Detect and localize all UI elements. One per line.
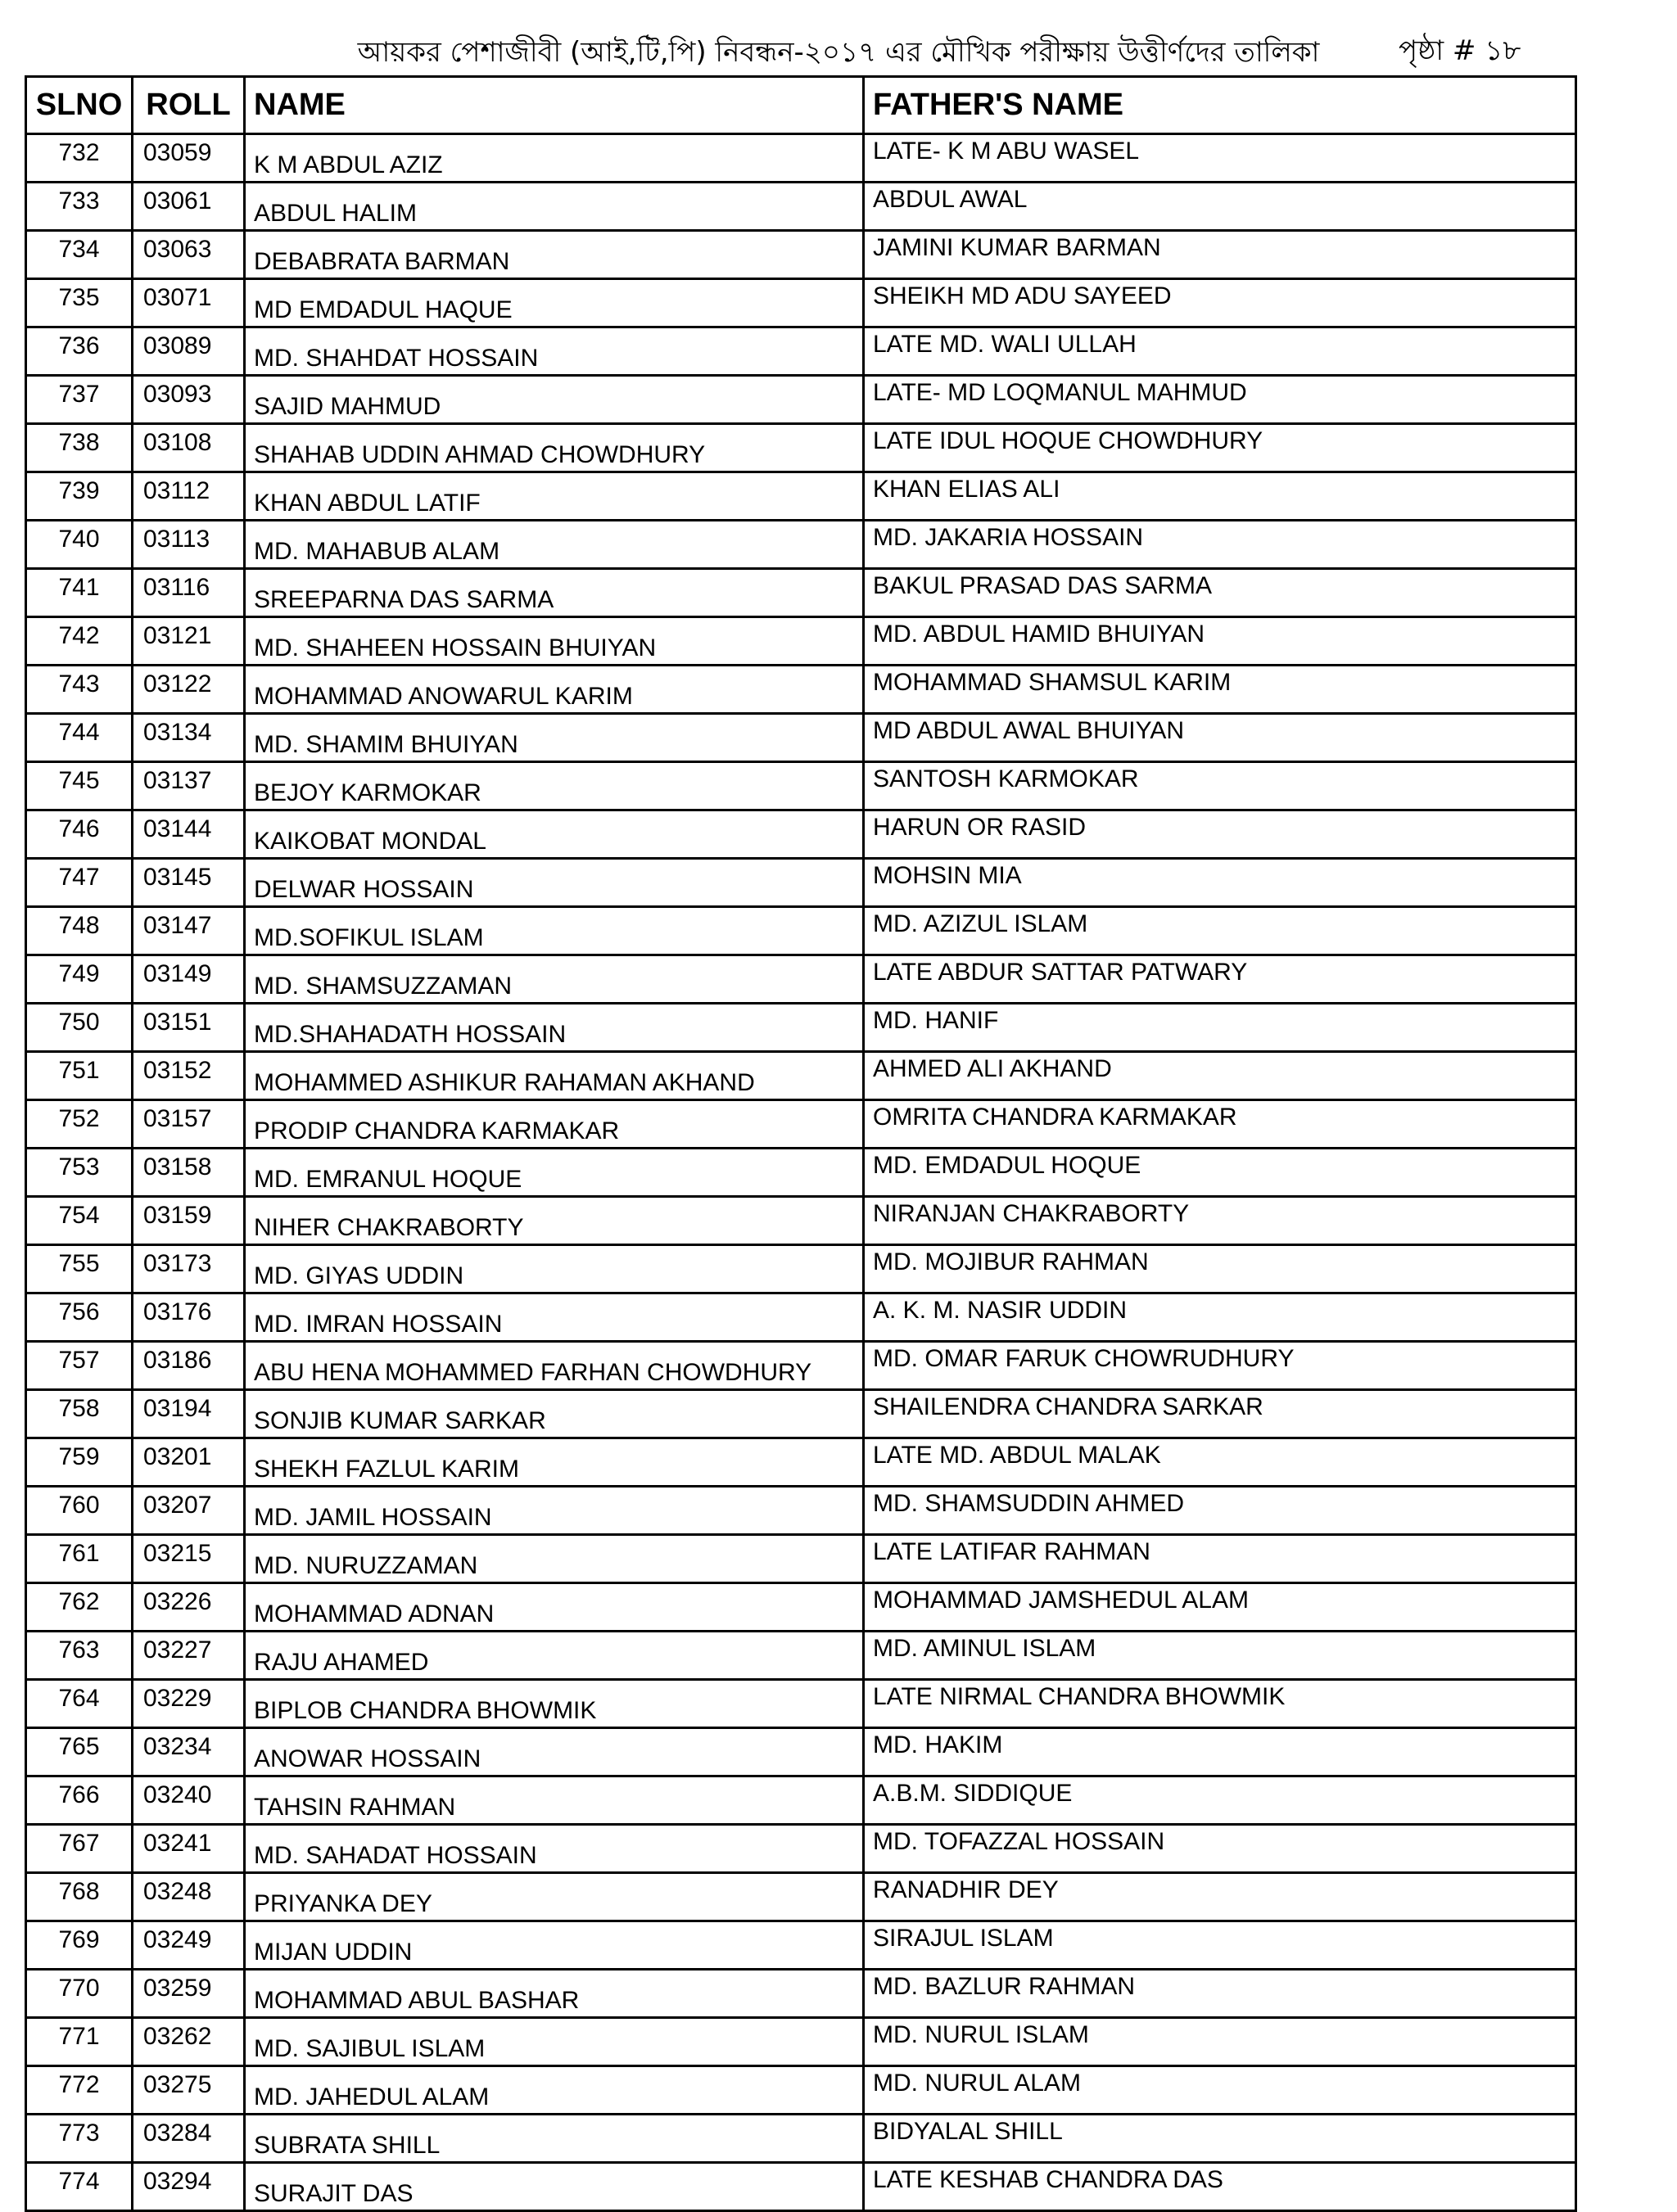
slno-cell: 774 (26, 2163, 133, 2211)
slno-cell: 766 (26, 1776, 133, 1825)
table-row (26, 2163, 1576, 2211)
table-row (26, 1776, 1576, 1825)
name-cell: KAIKOBAT MONDAL (245, 810, 864, 859)
results-table (25, 75, 1577, 2212)
name-cell: DEBABRATA BARMAN (245, 231, 864, 279)
name-cell: MD. GIYAS UDDIN (245, 1245, 864, 1293)
slno-cell: 761 (26, 1535, 133, 1583)
slno-cell: 770 (26, 1970, 133, 2018)
roll-cell: 03227 (133, 1632, 245, 1680)
name-cell: ABU HENA MOHAMMED FARHAN CHOWDHURY (245, 1342, 864, 1390)
slno-cell: 745 (26, 762, 133, 810)
fathers-name-cell: MD ABDUL AWAL BHUIYAN (864, 714, 1576, 762)
roll-cell: 03262 (133, 2018, 245, 2066)
fathers-name-cell: ABDUL AWAL (864, 183, 1576, 231)
roll-cell: 03215 (133, 1535, 245, 1583)
table-row (26, 1680, 1576, 1728)
slno-cell: 768 (26, 1873, 133, 1921)
table-row (26, 1438, 1576, 1487)
fathers-name-cell: MD. AMINUL ISLAM (864, 1632, 1576, 1680)
slno-cell: 746 (26, 810, 133, 859)
slno-cell: 747 (26, 859, 133, 907)
roll-cell: 03176 (133, 1293, 245, 1342)
fathers-name-cell: MD. HAKIM (864, 1728, 1576, 1776)
table-row (26, 1197, 1576, 1245)
name-cell: PRIYANKA DEY (245, 1873, 864, 1921)
header-row (26, 77, 1576, 134)
table-row (26, 1825, 1576, 1873)
name-cell: MD. SHAHEEN HOSSAIN BHUIYAN (245, 617, 864, 666)
slno-cell: 752 (26, 1100, 133, 1149)
slno-cell: 738 (26, 424, 133, 472)
table-row (26, 2066, 1576, 2115)
fathers-name-cell: A. K. M. NASIR UDDIN (864, 1293, 1576, 1342)
fathers-name-cell: MD. JAKARIA HOSSAIN (864, 521, 1576, 569)
fathers-name-cell: BIDYALAL SHILL (864, 2115, 1576, 2163)
table-row (26, 1293, 1576, 1342)
slno-cell: 762 (26, 1583, 133, 1632)
table-row (26, 955, 1576, 1004)
name-cell: NIHER CHAKRABORTY (245, 1197, 864, 1245)
name-cell: SHEKH FAZLUL KARIM (245, 1438, 864, 1487)
slno-cell: 757 (26, 1342, 133, 1390)
roll-cell: 03201 (133, 1438, 245, 1487)
roll-cell: 03157 (133, 1100, 245, 1149)
name-cell: SAJID MAHMUD (245, 376, 864, 424)
roll-cell: 03240 (133, 1776, 245, 1825)
slno-cell: 735 (26, 279, 133, 327)
slno-cell: 765 (26, 1728, 133, 1776)
fathers-name-cell: HARUN OR RASID (864, 810, 1576, 859)
table-row (26, 859, 1576, 907)
table-row (26, 569, 1576, 617)
name-cell: RAJU AHAMED (245, 1632, 864, 1680)
table-row (26, 1149, 1576, 1197)
fathers-name-cell: SHEIKH MD ADU SAYEED (864, 279, 1576, 327)
roll-cell: 03159 (133, 1197, 245, 1245)
name-cell: SHAHAB UDDIN AHMAD CHOWDHURY (245, 424, 864, 472)
name-cell: PRODIP CHANDRA KARMAKAR (245, 1100, 864, 1149)
fathers-name-cell: LATE KESHAB CHANDRA DAS (864, 2163, 1576, 2211)
table-row (26, 183, 1576, 231)
table-body (26, 134, 1576, 2211)
table-row (26, 1728, 1576, 1776)
name-cell: MD. SAHADAT HOSSAIN (245, 1825, 864, 1873)
slno-cell: 743 (26, 666, 133, 714)
name-cell: MD EMDADUL HAQUE (245, 279, 864, 327)
name-cell: BIPLOB CHANDRA BHOWMIK (245, 1680, 864, 1728)
table-row (26, 714, 1576, 762)
roll-cell: 03275 (133, 2066, 245, 2115)
table-row (26, 376, 1576, 424)
name-cell: KHAN ABDUL LATIF (245, 472, 864, 521)
roll-cell: 03061 (133, 183, 245, 231)
table-row (26, 521, 1576, 569)
name-cell: MOHAMMAD ABUL BASHAR (245, 1970, 864, 2018)
table-row (26, 1004, 1576, 1052)
roll-cell: 03248 (133, 1873, 245, 1921)
roll-cell: 03059 (133, 134, 245, 183)
name-cell: ABDUL HALIM (245, 183, 864, 231)
fathers-name-cell: MD. ABDUL HAMID BHUIYAN (864, 617, 1576, 666)
roll-cell: 03152 (133, 1052, 245, 1100)
fathers-name-cell: LATE- K M ABU WASEL (864, 134, 1576, 183)
name-cell: SONJIB KUMAR SARKAR (245, 1390, 864, 1438)
slno-cell: 755 (26, 1245, 133, 1293)
fathers-name-cell: NIRANJAN CHAKRABORTY (864, 1197, 1576, 1245)
name-cell: MOHAMMAD ANOWARUL KARIM (245, 666, 864, 714)
column-header-slno: SLNO (26, 77, 133, 134)
roll-cell: 03226 (133, 1583, 245, 1632)
name-cell: MOHAMMAD ADNAN (245, 1583, 864, 1632)
slno-cell: 739 (26, 472, 133, 521)
table-row (26, 2018, 1576, 2066)
roll-cell: 03071 (133, 279, 245, 327)
slno-cell: 760 (26, 1487, 133, 1535)
slno-cell: 748 (26, 907, 133, 955)
name-cell: MD. SHAMSUZZAMAN (245, 955, 864, 1004)
fathers-name-cell: LATE LATIFAR RAHMAN (864, 1535, 1576, 1583)
roll-cell: 03144 (133, 810, 245, 859)
table-row (26, 1052, 1576, 1100)
name-cell: MD.SHAHADATH HOSSAIN (245, 1004, 864, 1052)
roll-cell: 03284 (133, 2115, 245, 2163)
fathers-name-cell: AHMED ALI AKHAND (864, 1052, 1576, 1100)
fathers-name-cell: RANADHIR DEY (864, 1873, 1576, 1921)
roll-cell: 03294 (133, 2163, 245, 2211)
roll-cell: 03149 (133, 955, 245, 1004)
fathers-name-cell: LATE ABDUR SATTAR PATWARY (864, 955, 1576, 1004)
table-row (26, 810, 1576, 859)
slno-cell: 736 (26, 327, 133, 376)
fathers-name-cell: SHAILENDRA CHANDRA SARKAR (864, 1390, 1576, 1438)
name-cell: MD. JAMIL HOSSAIN (245, 1487, 864, 1535)
name-cell: SUBRATA SHILL (245, 2115, 864, 2163)
slno-cell: 751 (26, 1052, 133, 1100)
name-cell: BEJOY KARMOKAR (245, 762, 864, 810)
slno-cell: 772 (26, 2066, 133, 2115)
slno-cell: 750 (26, 1004, 133, 1052)
fathers-name-cell: MD. NURUL ISLAM (864, 2018, 1576, 2066)
roll-cell: 03108 (133, 424, 245, 472)
fathers-name-cell: LATE MD. ABDUL MALAK (864, 1438, 1576, 1487)
table-row (26, 1583, 1576, 1632)
slno-cell: 737 (26, 376, 133, 424)
table-row (26, 1535, 1576, 1583)
table-row (26, 1487, 1576, 1535)
fathers-name-cell: LATE IDUL HOQUE CHOWDHURY (864, 424, 1576, 472)
name-cell: MD. MAHABUB ALAM (245, 521, 864, 569)
table-row (26, 762, 1576, 810)
roll-cell: 03112 (133, 472, 245, 521)
name-cell: K M ABDUL AZIZ (245, 134, 864, 183)
fathers-name-cell: MOHSIN MIA (864, 859, 1576, 907)
name-cell: MD. NURUZZAMAN (245, 1535, 864, 1583)
fathers-name-cell: MD. AZIZUL ISLAM (864, 907, 1576, 955)
fathers-name-cell: SIRAJUL ISLAM (864, 1921, 1576, 1970)
slno-cell: 771 (26, 2018, 133, 2066)
slno-cell: 741 (26, 569, 133, 617)
fathers-name-cell: MOHAMMAD JAMSHEDUL ALAM (864, 1583, 1576, 1632)
slno-cell: 733 (26, 183, 133, 231)
table-row (26, 279, 1576, 327)
table-row (26, 666, 1576, 714)
fathers-name-cell: A.B.M. SIDDIQUE (864, 1776, 1576, 1825)
table-row (26, 134, 1576, 183)
table-row (26, 424, 1576, 472)
fathers-name-cell: MD. OMAR FARUK CHOWRUDHURY (864, 1342, 1576, 1390)
name-cell: SREEPARNA DAS SARMA (245, 569, 864, 617)
slno-cell: 767 (26, 1825, 133, 1873)
roll-cell: 03063 (133, 231, 245, 279)
table-header (26, 77, 1576, 134)
table-row (26, 1970, 1576, 2018)
roll-cell: 03147 (133, 907, 245, 955)
table-row (26, 2115, 1576, 2163)
name-cell: TAHSIN RAHMAN (245, 1776, 864, 1825)
roll-cell: 03145 (133, 859, 245, 907)
name-cell: MOHAMMED ASHIKUR RAHAMAN AKHAND (245, 1052, 864, 1100)
slno-cell: 769 (26, 1921, 133, 1970)
table-row (26, 327, 1576, 376)
roll-cell: 03229 (133, 1680, 245, 1728)
name-cell: MD.SOFIKUL ISLAM (245, 907, 864, 955)
fathers-name-cell: MD. HANIF (864, 1004, 1576, 1052)
roll-cell: 03134 (133, 714, 245, 762)
fathers-name-cell: BAKUL PRASAD DAS SARMA (864, 569, 1576, 617)
name-cell: DELWAR HOSSAIN (245, 859, 864, 907)
column-header-fathers-name: FATHER'S NAME (864, 77, 1576, 134)
fathers-name-cell: LATE NIRMAL CHANDRA BHOWMIK (864, 1680, 1576, 1728)
slno-cell: 758 (26, 1390, 133, 1438)
roll-cell: 03207 (133, 1487, 245, 1535)
name-cell: MD. EMRANUL HOQUE (245, 1149, 864, 1197)
name-cell: MD. SHAHDAT HOSSAIN (245, 327, 864, 376)
fathers-name-cell: MD. TOFAZZAL HOSSAIN (864, 1825, 1576, 1873)
name-cell: MD. JAHEDUL ALAM (245, 2066, 864, 2115)
roll-cell: 03137 (133, 762, 245, 810)
fathers-name-cell: MD. BAZLUR RAHMAN (864, 1970, 1576, 2018)
fathers-name-cell: MOHAMMAD SHAMSUL KARIM (864, 666, 1576, 714)
table-row (26, 1100, 1576, 1149)
fathers-name-cell: LATE- MD LOQMANUL MAHMUD (864, 376, 1576, 424)
column-header-roll: ROLL (133, 77, 245, 134)
name-cell: MD. IMRAN HOSSAIN (245, 1293, 864, 1342)
slno-cell: 764 (26, 1680, 133, 1728)
table-row (26, 1873, 1576, 1921)
slno-cell: 754 (26, 1197, 133, 1245)
table-row (26, 1342, 1576, 1390)
slno-cell: 742 (26, 617, 133, 666)
page-title: আয়কর পেশাজীবী (আই,টি,পি) নিবন্ধন-২০১৭ এর মৌখিক পরীক্ষায় উত্তীর্ণদের তালিকা (357, 36, 1320, 69)
table-row (26, 907, 1576, 955)
roll-cell: 03234 (133, 1728, 245, 1776)
roll-cell: 03158 (133, 1149, 245, 1197)
slno-cell: 759 (26, 1438, 133, 1487)
roll-cell: 03116 (133, 569, 245, 617)
roll-cell: 03173 (133, 1245, 245, 1293)
roll-cell: 03194 (133, 1390, 245, 1438)
fathers-name-cell: LATE MD. WALI ULLAH (864, 327, 1576, 376)
roll-cell: 03113 (133, 521, 245, 569)
fathers-name-cell: KHAN ELIAS ALI (864, 472, 1576, 521)
table-row (26, 1921, 1576, 1970)
name-cell: ANOWAR HOSSAIN (245, 1728, 864, 1776)
name-cell: MIJAN UDDIN (245, 1921, 864, 1970)
fathers-name-cell: OMRITA CHANDRA KARMAKAR (864, 1100, 1576, 1149)
table-row (26, 1390, 1576, 1438)
name-cell: SURAJIT DAS (245, 2163, 864, 2211)
slno-cell: 756 (26, 1293, 133, 1342)
slno-cell: 763 (26, 1632, 133, 1680)
roll-cell: 03259 (133, 1970, 245, 2018)
fathers-name-cell: MD. NURUL ALAM (864, 2066, 1576, 2115)
fathers-name-cell: MD. SHAMSUDDIN AHMED (864, 1487, 1576, 1535)
roll-cell: 03089 (133, 327, 245, 376)
slno-cell: 734 (26, 231, 133, 279)
table-row (26, 1632, 1576, 1680)
slno-cell: 740 (26, 521, 133, 569)
table-row (26, 231, 1576, 279)
name-cell: MD. SAJIBUL ISLAM (245, 2018, 864, 2066)
fathers-name-cell: MD. MOJIBUR RAHMAN (864, 1245, 1576, 1293)
table-row (26, 1245, 1576, 1293)
slno-cell: 732 (26, 134, 133, 183)
roll-cell: 03151 (133, 1004, 245, 1052)
slno-cell: 753 (26, 1149, 133, 1197)
name-cell: MD. SHAMIM BHUIYAN (245, 714, 864, 762)
fathers-name-cell: SANTOSH KARMOKAR (864, 762, 1576, 810)
roll-cell: 03241 (133, 1825, 245, 1873)
fathers-name-cell: JAMINI KUMAR BARMAN (864, 231, 1576, 279)
roll-cell: 03121 (133, 617, 245, 666)
roll-cell: 03186 (133, 1342, 245, 1390)
roll-cell: 03122 (133, 666, 245, 714)
fathers-name-cell: MD. EMDADUL HOQUE (864, 1149, 1576, 1197)
page-number: পৃষ্ঠা # ১৮ (1399, 34, 1521, 67)
column-header-name: NAME (245, 77, 864, 134)
slno-cell: 749 (26, 955, 133, 1004)
roll-cell: 03249 (133, 1921, 245, 1970)
table-row (26, 472, 1576, 521)
roll-cell: 03093 (133, 376, 245, 424)
slno-cell: 773 (26, 2115, 133, 2163)
slno-cell: 744 (26, 714, 133, 762)
table-row (26, 617, 1576, 666)
